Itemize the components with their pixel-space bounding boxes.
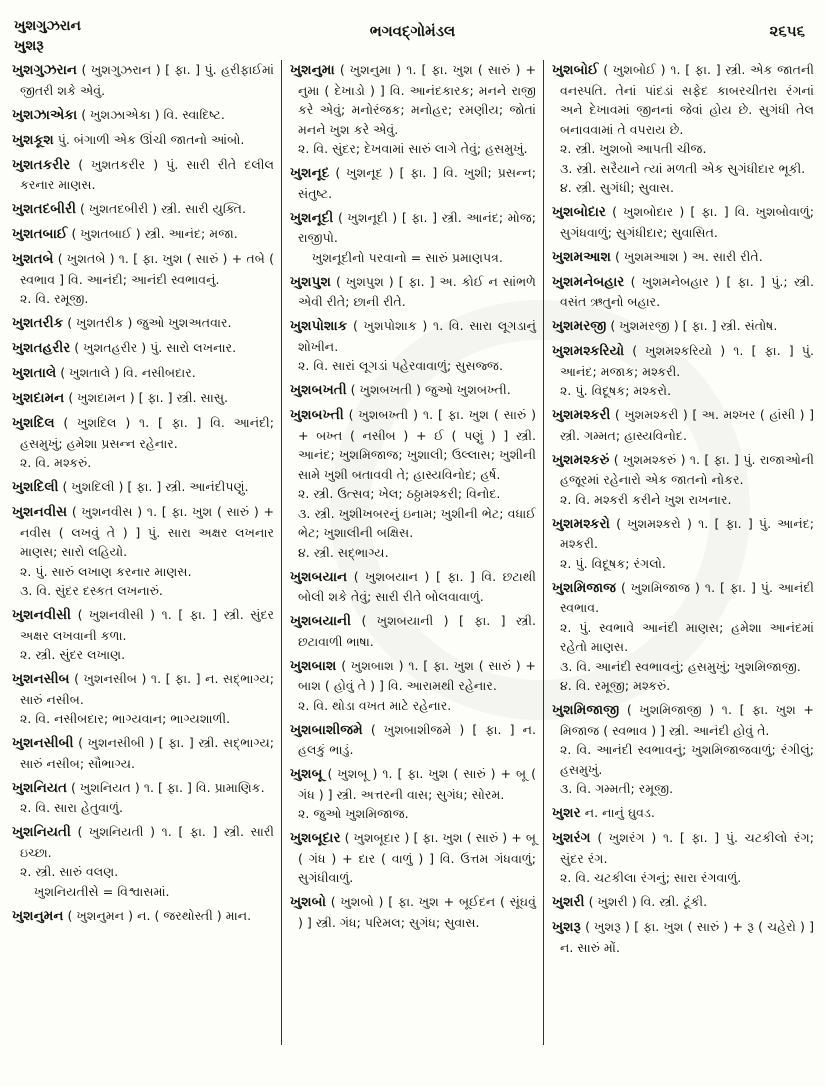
entry-text: ( ખુશનિયતી ) ૧. [ ફા. ] સ્ત્રી. સારી ઇચ્છા. (20, 824, 274, 860)
entry-headword: ખુશબો (290, 894, 326, 910)
entry-headword: ખુશનસીબી (12, 735, 74, 751)
entry-definition (290, 567, 536, 607)
entry-text: ( ખુશમિજાજી ) ૧. [ ફા. ખુશ + મિજાજ ( સ્વભાવ ) ] સ્ત્રી. આનંદી હોવું તે. (560, 702, 814, 738)
entry-definition (552, 514, 814, 554)
entry-text: ( ખુશમિજાજ ) ૧. [ ફા. ] પું. આનંદી સ્વભાવ. (560, 579, 814, 615)
dictionary-entry (552, 405, 814, 445)
entry-phrase: ખુશનૂદીનો પરવાનો = સારું પ્રમાણપત્ર. (312, 249, 503, 265)
entry-text: ( ખુશનુમા ) ૧. [ ફા. ખુશ ( સારું ) + નુમા ( દેખાડો ) ] વિ. આનંદકારક; મનને રાજી કરે એવું; મનોરંજક; મનોહર; રમણીય; જોતાં મનને ખુશ કરે એવું. (298, 62, 536, 137)
entry-definition (12, 822, 274, 862)
entry-text: ( ખુશતરીક ) જુઓ ખુશઅતવાર. (67, 315, 232, 330)
entry-headword: ખુશબયાની (290, 613, 352, 629)
entry-text: ( ખુશપોશાક ) ૧. વિ. સારા લૂગડાનું શોખીન. (298, 318, 536, 354)
column-divider (543, 60, 544, 1045)
entry-sense: ૨. સ્ત્રી. સુંદર લખાણ. (20, 647, 126, 662)
entry-definition (290, 828, 536, 888)
dictionary-entry (12, 778, 274, 818)
entry-text: ( ખુશબયાની ) [ ફા. ] સ્ત્રી. છટાવાળી ભાષા. (298, 613, 536, 649)
entry-headword: ખુશદિલ (12, 415, 55, 431)
entry-sense: ૨. વિ. ચટકીલા રંગનું; સારા રંગવાળું. (560, 870, 742, 885)
entry-sense: ૨. વિ. સારાં લૂગડાં પહેરવાવાળું; સુસજ્જ. (298, 358, 503, 373)
entry-definition (290, 892, 536, 932)
entry-definition (12, 605, 274, 645)
dictionary-entry (552, 450, 814, 510)
entry-sense: ૨. વિ. મશ્કરું. (20, 455, 92, 470)
dictionary-entry (12, 906, 274, 927)
entry-text: ( ખુશરૂ ) [ ફા. ખુશ ( સારું ) + રૂ ( ચહેરો ) ] ન. સારું મોં. (560, 919, 814, 955)
dictionary-entry (552, 917, 814, 957)
dictionary-entry (290, 656, 536, 716)
entry-phrase: ખુશનિયતીસે = વિશ્વાસમાં. (34, 883, 170, 899)
entry-headword: ખુશતબાઈ (12, 226, 68, 242)
dictionary-entry (290, 611, 536, 651)
entry-definition (12, 778, 274, 799)
entry-headword: ખુશબયાન (290, 568, 348, 585)
entry-definition (290, 60, 536, 139)
entry-definition (12, 388, 274, 409)
entry-headword: ખુશબોદાર (552, 204, 606, 220)
entry-text: ( ખુશમનેબહાર ) [ ફા. ] પું.; સ્ત્રી. વસંત ઋતુનો બહાર. (560, 273, 814, 309)
entry-definition (552, 803, 814, 824)
entry-sense: ૨. વિ. આનંદી સ્વભાવનું; ખુશમિજાજવાળું; રંગીલું; હસમુખું. (560, 742, 814, 777)
entry-headword: ખુશબૂદાર (290, 830, 341, 846)
entry-headword: ખુશપોશાક (290, 318, 348, 334)
dictionary-entry (290, 892, 536, 932)
dictionary-entry (552, 202, 814, 242)
entry-text: ( ખુશનૂદી ) [ ફા. ] સ્ત્રી. આનંદ; મોજ; રાજીપો. (298, 209, 536, 245)
entry-text: ( ખુશમઆશ ) અ. સારી રીતે. (615, 248, 763, 264)
entry-text: ( ખુશનુમન ) ન. ( જરથોસ્તી ) માન. (67, 907, 252, 923)
entry-headword: ખુશરી (552, 894, 585, 910)
entry-headword: ખુશમશ્કરિયો (552, 343, 625, 359)
entry-text: ( ખુશમશ્કરો ) ૧. [ ફા. ] પું. આનંદ; મશ્કરી. (560, 515, 814, 551)
entry-text: ( ખુશબખતી ) જુઓ ખુશબખ્તી. (350, 382, 511, 397)
dictionary-entry (12, 822, 274, 901)
entry-text: ( ખુશમશ્કરિયો ) ૧. [ ફા. ] પું. આનંદ; મજાક; મશ્કરી. (560, 343, 814, 379)
entry-text: ( ખુશનવીસ ) ૧. [ ફા. ખુશ ( સારું ) + નવીસ ( લખવું તે ) ] પું. સારા અક્ષર લખનાર માણસ; સારો લહિયો. (20, 504, 274, 559)
dictionary-entry (552, 247, 814, 268)
entry-definition (12, 155, 274, 195)
entry-definition (12, 224, 274, 245)
entry-text: ( ખુશનવીસી ) ૧. [ ફા. ] સ્ત્રી. સુંદર અક્ષર લખવાની કળા. (20, 607, 274, 643)
entry-headword: ખુશબખ્તી (290, 407, 344, 423)
page-number: ૨૬૫૬ (769, 22, 805, 40)
dictionary-entry (12, 388, 274, 409)
entry-definition (12, 249, 274, 289)
entry-text: ( ખુશબૂદાર ) [ ફા. ખુશ ( સારું ) + બૂ ( ગંધ ) + દાર ( વાળું ) ] વિ. ઉત્તમ ગંધવાળું; સુગંધીવાળું. (298, 830, 536, 885)
entry-text: ( ખુશતબાઈ ) સ્ત્રી. આનંદ; મજા. (71, 226, 238, 241)
entry-headword: ખુશનુમન (12, 907, 64, 924)
entry-text: ( ખુશનસીબી ) [ ફા. ] સ્ત્રી. સદ્ભાગ્ય; સારું નસીબ; સૌભાગ્ય. (20, 735, 274, 771)
entry-headword: ખુશમશ્કરો (552, 515, 610, 532)
dictionary-entry (12, 502, 274, 601)
dictionary-entry (290, 272, 536, 312)
entry-headword: ખુશતકરીર (12, 156, 71, 173)
entry-definition (12, 130, 274, 151)
entry-definition (290, 163, 536, 203)
entry-headword: ખુશબખતી (290, 382, 347, 398)
dictionary-entry (12, 155, 274, 195)
dictionary-entry (290, 380, 536, 401)
entry-definition (12, 199, 274, 220)
entry-headword: ખુશનિયતી (12, 824, 71, 840)
entry-definition (290, 720, 536, 760)
entry-sense: ૨. વિ. નસીબદાર; ભાગ્યવાન; ભાગ્યશાળી. (20, 711, 231, 726)
entry-text: ( ખુશમશ્કરું ) ૧. [ ફા. ] પું. રાજાઓની હજૂરમાં રહેનારો એક જાતનો નોકર. (560, 451, 814, 487)
dictionary-entry (290, 720, 536, 760)
dictionary-entry (290, 828, 536, 888)
entry-headword: ખુશનસીબ (12, 671, 70, 687)
dictionary-entry (12, 338, 274, 359)
entry-headword: ખુશદામન (12, 390, 65, 406)
dictionary-entry (12, 130, 274, 151)
entry-definition (552, 700, 814, 740)
entry-definition (552, 341, 814, 381)
entry-text: ( ખુશબાશ ) ૧. [ ફા. ખુશ ( સારું ) + બાશ ( હોવું તે ) ] વિ. આરામથી રહેનાર. (298, 657, 536, 693)
entry-definition (12, 60, 274, 100)
entry-definition (552, 892, 814, 913)
entry-headword: ખુશમઆશ (552, 248, 612, 265)
entry-sense: ૪. સ્ત્રી. સુગંધી; સુવાસ. (560, 180, 674, 195)
column-1 (12, 60, 274, 931)
entry-sense: ૩. સ્ત્રી. સરૈયાને ત્યાં મળતી એક સુગંધીદાર ભૂકી. (560, 160, 806, 176)
entry-sense: ૪. સ્ત્રી. સદ્ભાગ્ય. (298, 544, 389, 560)
entry-text: ( ખુશદામન ) [ ફા. ] સ્ત્રી. સાસુ. (68, 390, 229, 405)
entry-text: ( ખુશદિલ ) ૧. [ ફા. ] વિ. આનંદી; હસમુખું; હમેશા પ્રસન્ન રહેનાર. (20, 415, 274, 451)
entry-headword: ખુશબૂ (290, 766, 323, 782)
dictionary-entry (12, 669, 274, 729)
dictionary-entry (552, 700, 814, 799)
entry-headword: ખુશતહરીર (12, 340, 71, 356)
entry-headword: ખુશદિલી (12, 479, 59, 495)
entry-sense: ૪. વિ. રમૂજી; મશ્કરું. (560, 678, 671, 693)
entry-headword: ખુશતરીક (12, 315, 64, 331)
entry-definition (552, 405, 814, 445)
entry-headword: ખુશગુઝરાન (12, 62, 78, 78)
entry-headword: ખુશનુમા (290, 62, 335, 78)
entry-sense: ૨. વિ. સુંદર; દેખવામાં સારું લાગે તેવું; હસમુખું. (298, 141, 528, 156)
entry-definition (12, 363, 274, 384)
entry-text: ( ખુશઝાએકા ) વિ. સ્વાદિષ્ટ. (81, 106, 225, 122)
entry-headword: ખુશમિજાજી (552, 702, 620, 718)
dictionary-entry (552, 316, 814, 337)
entry-sense: ૨. પું. વિદૂષક; રંગલો. (560, 555, 666, 571)
entry-headword: ખુશમશ્કરી (552, 407, 611, 423)
entry-definition (290, 316, 536, 356)
entry-text: ( ખુશબાશીજમે ) [ ફા. ] ન. હલકું ભાડું. (298, 721, 536, 757)
guide-word-last: ખુશરૂ (14, 38, 44, 54)
entry-definition (12, 477, 274, 498)
entry-definition (290, 764, 536, 804)
entry-headword: ખુશનૂદી (290, 209, 334, 226)
dictionary-entry (290, 316, 536, 376)
column-3 (552, 60, 814, 962)
entry-definition (552, 60, 814, 139)
entry-sense: ૩. વિ. ગમ્મતી; રમૂજી. (560, 781, 674, 796)
entry-definition (12, 502, 274, 562)
entry-definition (552, 272, 814, 312)
entry-definition (552, 828, 814, 868)
entry-text: ( ખુશગુઝરાન ) [ ફા. ] પું. હરીફાઈમાં જીતરી શકે એવું. (20, 62, 274, 98)
entry-headword: ખુશબોઈ (552, 62, 599, 78)
entry-headword: ખુશબાશીજમે (290, 721, 363, 738)
dictionary-entry (12, 363, 274, 384)
entry-headword: ખુશતબે (12, 251, 54, 267)
entry-sense: ૨. સ્ત્રી. ઉત્સવ; ખેલ; ઠઠ્ઠામશ્કરી; વિનોદ. (298, 486, 501, 501)
entry-definition (290, 405, 536, 484)
entry-headword: ખુશતાલે (12, 365, 57, 381)
entry-headword: ખુશકૂશ (12, 131, 54, 148)
entry-definition (12, 313, 274, 334)
entry-definition (290, 611, 536, 651)
entry-text: ( ખુશબોદાર ) [ ફા. ] વિ. ખુશબોવાળું; સુગંધવાળું; સુગંધીદાર; સુવાસિત. (560, 204, 814, 240)
dictionary-entry (290, 764, 536, 824)
entry-headword: ખુશમિજાજ (552, 579, 616, 596)
entry-headword: ખુશબાશ (290, 657, 337, 674)
dictionary-entry (12, 477, 274, 498)
dictionary-entry (12, 60, 274, 100)
dictionary-entry (290, 163, 536, 203)
entry-definition (290, 380, 536, 401)
dictionary-entry (290, 208, 536, 268)
entry-headword: ખુશનવીસ (12, 504, 68, 520)
dictionary-entry (12, 199, 274, 220)
page-title: ભગવદ્ગોમંડલ (369, 22, 456, 40)
dictionary-entry (12, 605, 274, 665)
entry-definition (12, 906, 274, 927)
entry-text: પું. બંગાળી એક ઊંચી જાતનો આંબો. (57, 131, 245, 147)
entry-sense: ૨. વિ. રમૂજી. (20, 291, 89, 306)
entry-headword: ખુશરંગ (552, 830, 591, 846)
entry-text: ( ખુશબોઈ ) ૧. [ ફા. ] સ્ત્રી. એક જાતની વનસ્પતિ. તેનાં પાંદડાં સફેદ કાબરચીતરા રંગનાં અને દેખાવમાં જીનનાં જેવાં હોય છે. સુગંધી તેલ બનાવવામાં તે વપરાય છે. (560, 62, 814, 137)
entry-sense: ૨. પું. વિદૂષક; મશ્કરો. (560, 383, 672, 398)
entry-sense: ૨. જુઓ ખુશમિજાજ. (298, 806, 409, 821)
entry-text: ( ખુશમશ્કરી ) [ અ. મશ્ખર ( હાંસી ) ] સ્ત્રી. ગમ્મત; હાસ્યવિનોદ. (560, 407, 814, 443)
entry-definition (552, 917, 814, 957)
entry-text: ( ખુશમરજી ) [ ફા. ] સ્ત્રી. સંતોષ. (610, 318, 778, 333)
entry-text: ( ખુશબયાન ) [ ફા. ] વિ. છટાથી બોલી શકે તેવું; સારી રીતે બોલવાવાળું. (298, 568, 536, 604)
entry-headword: ખુશમનેબહાર (552, 273, 625, 290)
entry-definition (552, 247, 814, 268)
entry-text: ( ખુશતહરીર ) પું. સારો લખનાર. (74, 340, 237, 355)
entry-headword: ખુશમશ્કરું (552, 451, 610, 468)
entry-text: ( ખુશબૂ ) ૧. [ ફા. ખુશ ( સારું ) + બૂ ( ગંધ ) ] સ્ત્રી. અત્તરની વાસ; સુગંધ; સોરમ. (298, 766, 536, 802)
entry-sense: ૨. વિ. મશ્કરી કરીને ખુશ રાખનાર. (560, 491, 732, 507)
entry-text: ( ખુશરી ) વિ. સ્ત્રી. ટૂંકી. (588, 894, 708, 909)
entry-headword: ખુશપુશ (290, 273, 331, 290)
entry-sense: ૩. વિ. આનંદી સ્વભાવનું; હસમુખું; ખુશમિજાજી. (560, 658, 801, 674)
entry-definition (12, 733, 274, 773)
entry-definition (12, 338, 274, 359)
entry-headword: ખુશઝાએકા (12, 106, 78, 123)
dictionary-entry (290, 405, 536, 562)
entry-definition (552, 316, 814, 337)
column-2 (290, 60, 536, 937)
entry-sense: ૨. વિ. સારા હેતુવાળું. (20, 800, 124, 815)
dictionary-entry (12, 105, 274, 126)
dictionary-entry (12, 413, 274, 473)
entry-text: ( ખુશતાલે ) વિ. નસીબદાર. (60, 365, 196, 380)
dictionary-entry (552, 578, 814, 696)
entry-headword: ખુશમરજી (552, 318, 607, 334)
entry-sense: ૨. પું. સ્વભાવે આનંદી માણસ; હમેશા આનંદમાં રહેતો માણસ. (560, 619, 814, 654)
dictionary-entry (290, 60, 536, 159)
entry-definition (290, 656, 536, 696)
entry-text: ( ખુશતકરીર ) પું. સારી રીતે દલીલ કરનાર માણસ. (20, 156, 274, 192)
entry-definition (552, 578, 814, 618)
entry-definition (552, 450, 814, 490)
entry-sense: ૩. સ્ત્રી. ખુશીખબરનું ઇનામ; ખુશીની ભેટ; વધાઈ ભેટ; ખુશાલીની બક્ષિસ. (298, 505, 536, 540)
entry-sense: ૨. સ્ત્રી. ખુશબો આપતી ચીજ. (560, 141, 707, 156)
entry-text: ( ખુશબો ) [ ફા. ખુશ + બૂઈદન ( સૂંઘવું ) ] સ્ત્રી. ગંધ; પરિમલ; સુગંધ; સુવાસ. (298, 894, 536, 930)
dictionary-entry (552, 828, 814, 888)
entry-definition (12, 105, 274, 126)
dictionary-entry (12, 249, 274, 309)
dictionary-entry (12, 733, 274, 773)
entry-text: ( ખુશબખ્તી ) ૧. [ ફા. ખુશ ( સારું ) + બખ્ત ( નસીબ ) + ઈ ( પણું ) ] સ્ત્રી. આનંદ; ખુશમિજાજ; ખુશાલી; ઉલ્લાસ; ખુશીની સામે ખુશી બતાવવી તે; હાસ્યવિનોદ; હર્ષ. (298, 407, 536, 482)
dictionary-entry (12, 224, 274, 245)
entry-headword: ખુશતદબીરી (12, 201, 76, 217)
dictionary-entry (552, 892, 814, 913)
guide-word-first: ખુશગુઝરાન (14, 18, 81, 34)
entry-text: ( ખુશનસીબ ) ૧. [ ફા. ] ન. સદ્ભાગ્ય; સારું નસીબ. (20, 671, 274, 707)
entry-headword: ખુશરૂ (552, 919, 581, 935)
entry-sense: ૨. વિ. થોડા વખત માટે રહેનાર. (298, 697, 452, 713)
entry-headword: ખુશનિયત (12, 779, 68, 796)
dictionary-entry (552, 60, 814, 198)
dictionary-entry (12, 313, 274, 334)
entry-text: ( ખુશરંગ ) ૧. [ ફા. ] પું. ચટકીલો રંગ; સુંદર રંગ. (560, 830, 814, 866)
entry-text: ( ખુશતબે ) ૧. [ ફા. ખુશ ( સારું ) + તબે ( સ્વભાવ ] વિ. આનંદી; આનંદી સ્વભાવનું. (20, 251, 274, 287)
entry-sense: ૨. સ્ત્રી. સારું વલણ. (20, 864, 119, 879)
entry-definition (290, 272, 536, 312)
dictionary-entry (552, 272, 814, 312)
dictionary-entry (552, 803, 814, 824)
entry-text: ( ખુશનિયત ) ૧. [ ફા. ] વિ. પ્રામાણિક. (71, 779, 265, 795)
dictionary-entry (552, 341, 814, 401)
entry-headword: ખુશર (552, 805, 581, 821)
entry-headword: ખુશનૂદ (290, 165, 330, 181)
entry-definition (552, 202, 814, 242)
entry-headword: ખુશનવીસી (12, 607, 72, 623)
entry-text: ( ખુશતદબીરી ) સ્ત્રી. સારી યુક્તિ. (80, 201, 246, 216)
entry-definition (12, 413, 274, 453)
entry-text: ( ખુશદિલી ) [ ફા. ] સ્ત્રી. આનંદીપણું. (62, 479, 249, 494)
entry-sense: ૨. પું. સારું લખાણ કરનાર માણસ. (20, 563, 192, 579)
entry-text: ( ખુશનૂદ ) [ ફા. ] વિ. ખુશી; પ્રસન્ન; સંતુષ્ટ. (298, 165, 536, 201)
entry-text: ન. નાનું ઘુવડ. (584, 805, 655, 820)
entry-definition (290, 208, 536, 248)
column-divider (281, 60, 282, 1045)
entry-text: ( ખુશપુશ ) [ ફા. ] અ. કોઈ ન સાંભળે એવી રીતે; છાની રીતે. (298, 273, 536, 309)
entry-definition (12, 669, 274, 709)
entry-sense: ૩. વિ. સુંદર દસ્કત લખનારું. (20, 583, 163, 598)
dictionary-entry (552, 514, 814, 574)
dictionary-entry (290, 567, 536, 607)
